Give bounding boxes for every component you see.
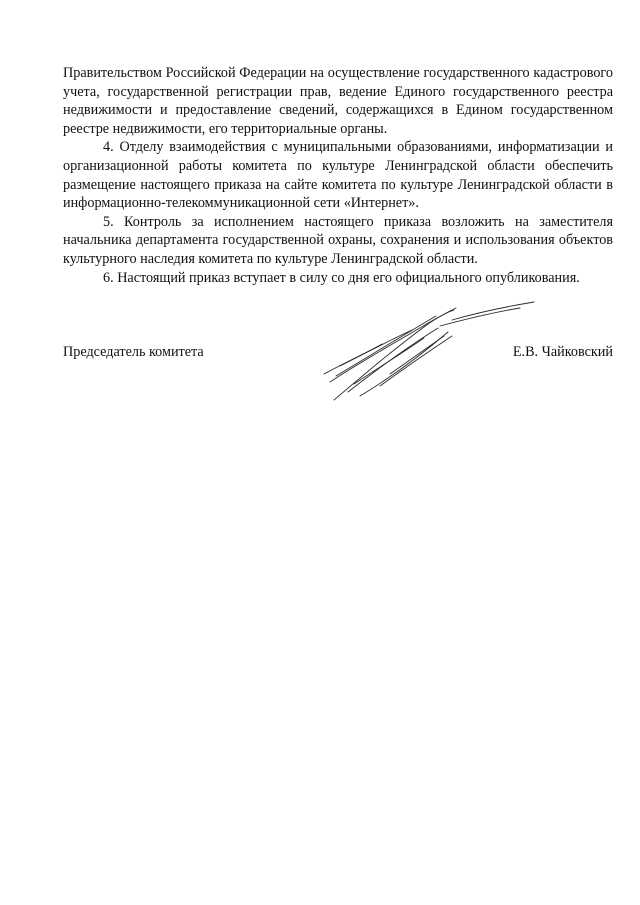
paragraph-item-6: 6. Настоящий приказ вступает в силу со дня его официального опубликования.: [103, 269, 580, 286]
handwritten-signature: [320, 296, 540, 408]
document-body: [63, 64, 613, 287]
paragraph-item-5: 5. Контроль за исполнением настоящего приказа возложить на заместителя начальника департамента государственной охраны, сохранения и использования объектов культурного наследия комитета по культуре Ленинградской области.: [63, 213, 613, 267]
signer-name: Е.В. Чайковский: [512, 344, 613, 360]
paragraph-continuation: Правительством Российской Федерации на осуществление государственного кадастрового учета, государственной регистрации прав, ведение Единого государственного реестра недвижимости и предоставление сведений, содержащихся в Едином государственном реестре недвижимости, его территориальные органы.: [63, 65, 613, 137]
paragraph-item-4: 4. Отделу взаимодействия с муниципальными образованиями, информатизации и организационной работы комитета по культуре Ленинградской области обеспечить размещение настоящего приказа на сайте комитета по культуре Ленинградской области в информационно-телекоммуникационной сети «Интернет».: [63, 139, 613, 212]
signer-position: Председатель комитета: [63, 344, 204, 360]
